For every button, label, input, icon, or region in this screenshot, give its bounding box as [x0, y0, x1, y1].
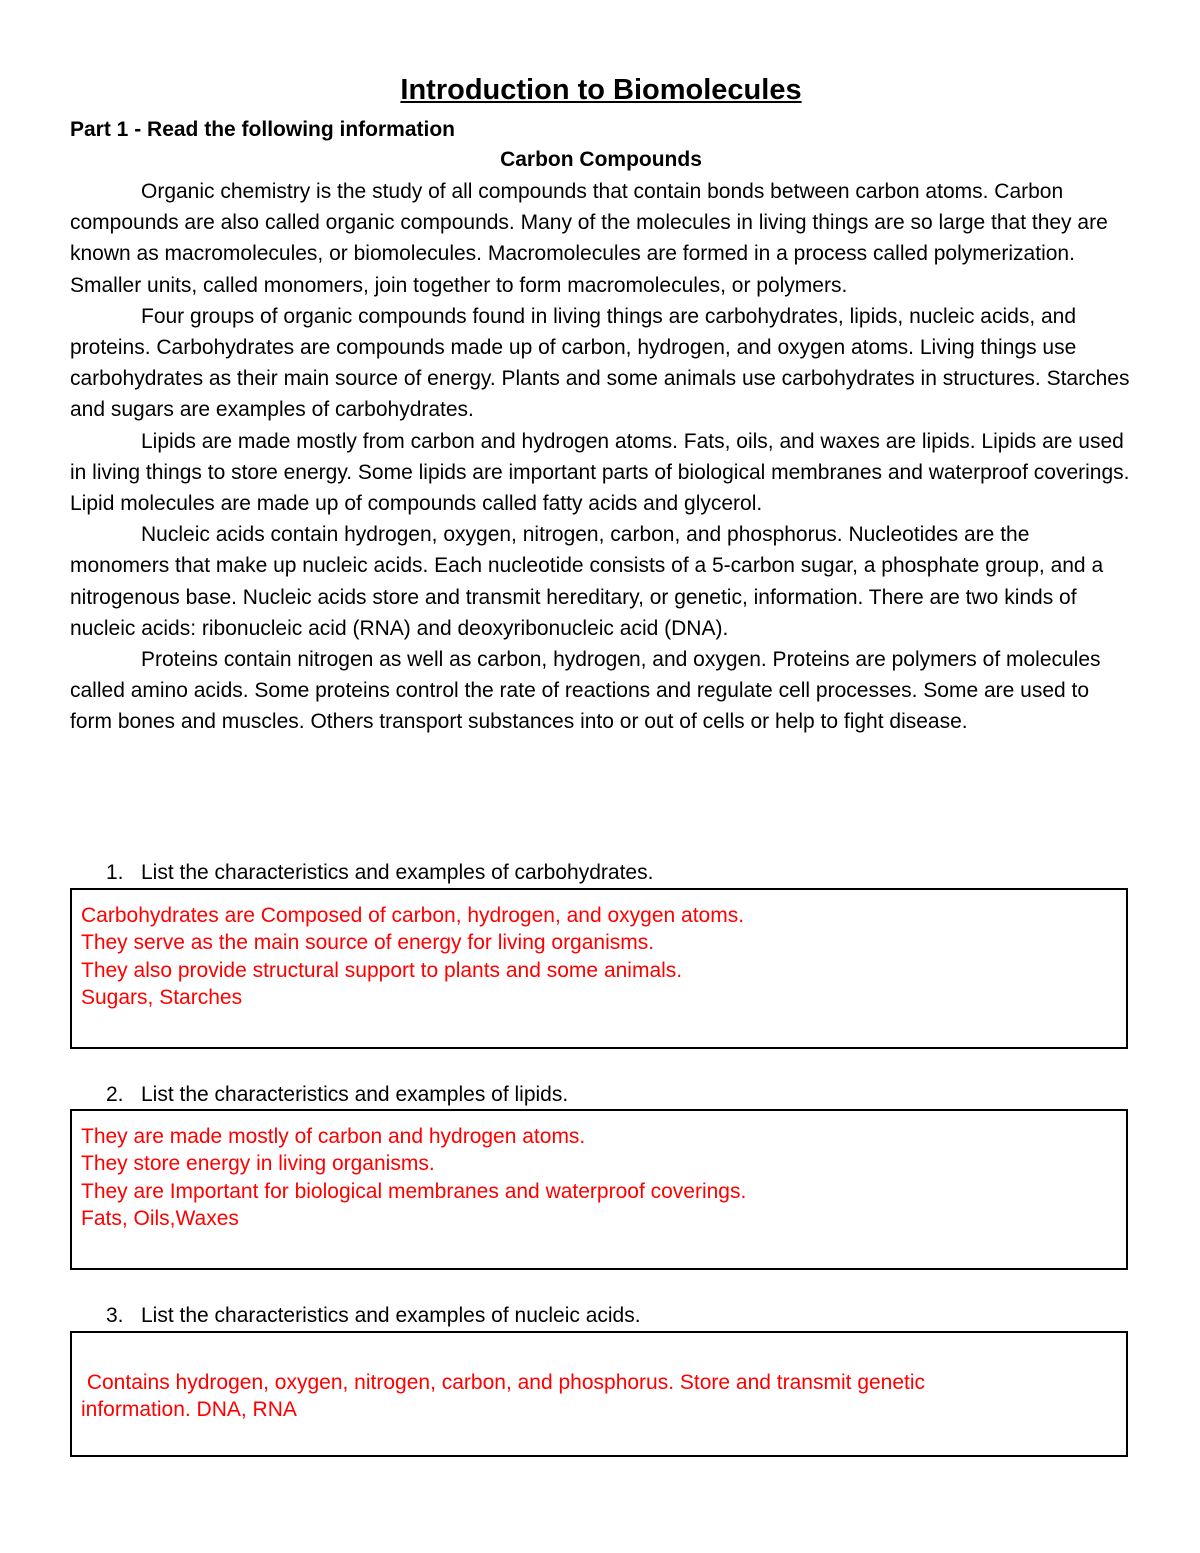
answer-line: They also provide structural support to plants and some animals. — [81, 958, 683, 982]
answer-line: Contains hydrogen, oxygen, nitrogen, carbon, and phosphorus. Store and transmit genetic — [81, 1371, 926, 1394]
question-2 — [106, 1080, 568, 1110]
question-text: List the characteristics and examples of lipids. — [141, 1083, 569, 1106]
answer-box-1[interactable] — [70, 888, 1128, 1049]
question-3 — [106, 1301, 641, 1331]
answer-line: They store energy in living organisms. — [81, 1152, 435, 1176]
question-text: List the characteristics and examples of carbohydrates. — [141, 861, 654, 884]
answer-line: Fats, Oils,Waxes — [81, 1206, 239, 1230]
answer-line: Sugars, Starches — [81, 985, 243, 1009]
paragraph-nucleic-acids: Nucleic acids contain hydrogen, oxygen, nitrogen, carbon, and phosphorus. Nucleotides are the monomers that make up nucleic acids. Each nucleotide consists of a 5-carbon sugar, a phosphate group, and a nitrogenous base. Nucleic acids store and transmit hereditary, or genetic, information. There are two kinds of nucleic acids: ribonucleic acid (RNA) and deoxyribonucleic acid (DNA). — [70, 523, 1104, 640]
question-number: 2. — [106, 1083, 124, 1106]
part-heading: Part 1 - Read the following information — [70, 118, 456, 141]
question-number: 1. — [106, 861, 124, 884]
question-number: 3. — [106, 1304, 124, 1327]
answer-line: Carbohydrates are Composed of carbon, hydrogen, and oxygen atoms. — [81, 904, 745, 927]
answer-box-3[interactable] — [70, 1331, 1128, 1457]
answer-line: They are Important for biological membranes and waterproof coverings. — [81, 1179, 747, 1203]
paragraph-groups: Four groups of organic compounds found in living things are carbohydrates, lipids, nucleic acids, and proteins. Carbohydrates are compounds made up of carbon, hydrogen, and oxygen atoms. Living things use carbohydrates as their main source of energy. Plants and some animals use carbohydrates in structures. Starches and sugars are examples of carbohydrates. — [70, 304, 1130, 422]
question-text: List the characteristics and examples of nucleic acids. — [141, 1304, 641, 1327]
answer-line: They serve as the main source of energy for living organisms. — [81, 931, 655, 955]
answer-line: information. DNA, RNA — [81, 1398, 297, 1422]
worksheet-page — [70, 70, 1132, 738]
paragraph-lipids: Lipids are made mostly from carbon and hydrogen atoms. Fats, oils, and waxes are lipids. Lipids are used in living things to store energy. Some lipids are important parts of biological membranes and waterproof coverings. Lipid molecules are made up of compounds called fatty acids and glycerol. — [70, 429, 1130, 516]
question-1 — [106, 858, 653, 888]
paragraph-proteins: Proteins contain nitrogen as well as carbon, hydrogen, and oxygen. Proteins are polymers of molecules called amino acids. Some proteins control the rate of reactions and regulate cell processes. Some are used to form bones and muscles. Others transport substances into or out of cells or help to fight disease. — [70, 648, 1101, 734]
paragraph-intro: Organic chemistry is the study of all compounds that contain bonds between carbon atoms. Carbon compounds are also called organic compounds. Many of the molecules in living things are so large that they are known as macromolecules, or biomolecules. Macromolecules are formed in a process called polymerization. Smaller units, called monomers, join together to form macromolecules, or polymers. — [70, 180, 1108, 297]
section-heading: Carbon Compounds — [500, 148, 702, 171]
answer-line: They are made mostly of carbon and hydrogen atoms. — [81, 1125, 586, 1148]
document-title: Introduction to Biomolecules — [400, 74, 802, 106]
answer-box-2[interactable] — [70, 1109, 1128, 1270]
